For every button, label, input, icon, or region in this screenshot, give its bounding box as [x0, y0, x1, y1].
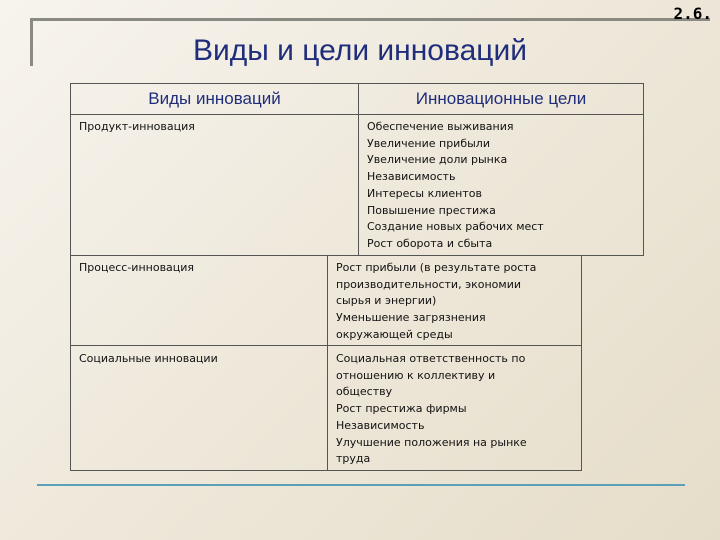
goal-line: Увеличение доли рынка — [367, 153, 508, 167]
row-1-goals — [358, 114, 644, 256]
bottom-rule — [37, 484, 685, 486]
goal-line: Рост престижа фирмы — [336, 402, 467, 416]
goal-line: Рост оборота и сбыта — [367, 236, 493, 250]
goal-line: Социальная ответственность по — [336, 352, 526, 365]
header-types: Виды инноваций — [70, 83, 359, 115]
row-2-type: Процесс-инновация — [70, 255, 328, 346]
goal-line: Уменьшение загрязнения — [336, 311, 486, 325]
row-3-goals — [327, 345, 582, 471]
goal-line: Повышение престижа — [367, 203, 496, 217]
goal-line: производительности, экономии — [336, 277, 522, 291]
slide-number: 2.6. — [673, 4, 712, 23]
goal-line: Обеспечение выживания — [367, 120, 514, 133]
goal-line: окружающей среды — [336, 327, 453, 341]
goal-line: труда — [336, 452, 371, 466]
page-title: Виды и цели инноваций — [193, 34, 527, 67]
top-rule — [30, 18, 710, 21]
row-2-goals — [327, 255, 582, 346]
goal-line: Создание новых рабочих мест — [367, 220, 544, 234]
goal-line: Увеличение прибыли — [367, 136, 490, 150]
goal-line: Интересы клиентов — [367, 186, 482, 200]
row-3-type: Социальные инновации — [70, 345, 328, 471]
goal-line: Независимость — [367, 170, 456, 184]
goal-line: обществу — [336, 385, 393, 399]
goal-line: Рост прибыли (в результате роста — [336, 261, 537, 274]
goal-line: Улучшение положения на рынке — [336, 435, 527, 449]
header-goals: Инновационные цели — [358, 83, 644, 115]
row-1-type: Продукт-инновация — [70, 114, 359, 256]
goal-line: сырья и энергии) — [336, 294, 437, 308]
goal-line: Независимость — [336, 418, 425, 432]
goal-line: отношению к коллективу и — [336, 368, 496, 382]
